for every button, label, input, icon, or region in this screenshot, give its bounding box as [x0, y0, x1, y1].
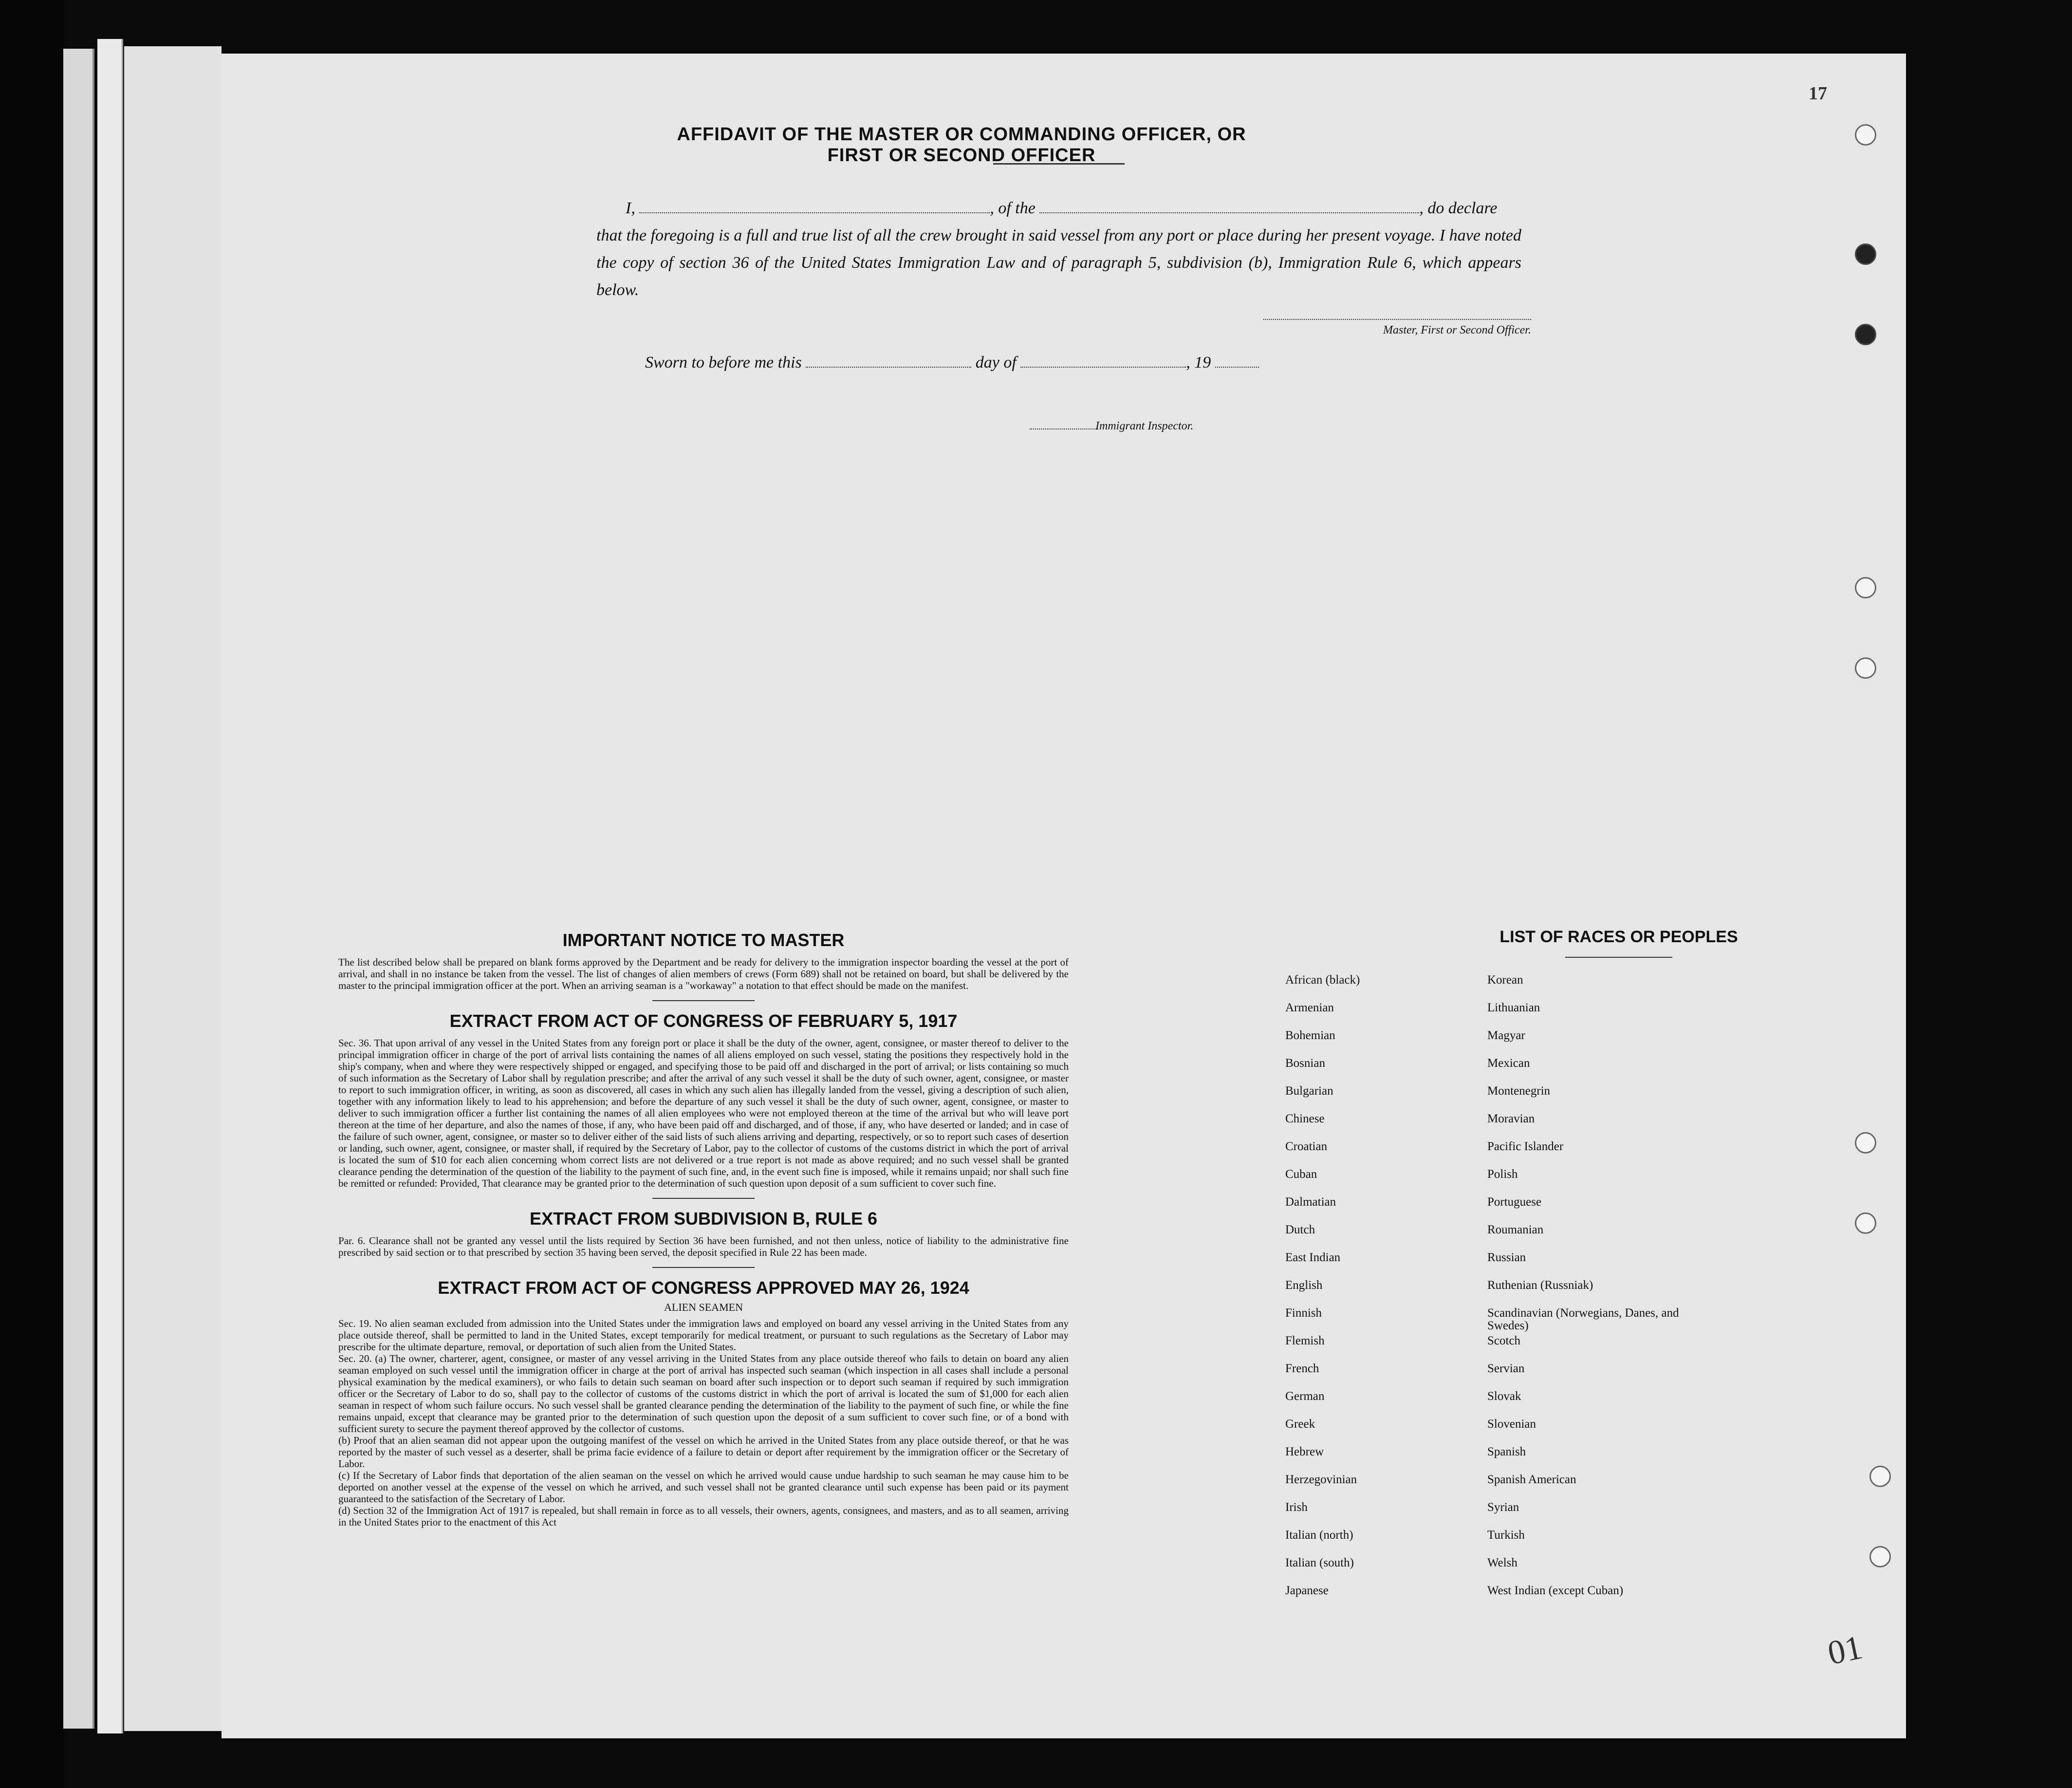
punch-hole-icon — [1855, 577, 1876, 598]
legal-notices — [338, 930, 1069, 1528]
race-item: Dutch — [1285, 1223, 1315, 1236]
race-item: Herzegovinian — [1285, 1473, 1357, 1486]
race-item: Spanish — [1487, 1445, 1526, 1458]
extract-1924-sec20a: Sec. 20. (a) The owner, charterer, agent, consignee, or master of any vessel arriving in the United States from any place outside thereof who fails to detain on board any alien seaman employed on such vessel until the immigration officer in charge at the port of arrival has inspected such seaman (which inspection in all cases shall include a personal physical examination by the medical examiners), or who fails to detain such seaman on board after such inspection or to deport such seaman if required by such immigration officer or the Secretary of Labor to do so, shall pay to the collector of customs of the customs district in which the port of arrival is located the sum of $1,000 for each alien seaman in respect of whom such failure occurs. No such vessel shall be granted clearance pending the determination of the liability to the payment of such fine, or while the fine remains unpaid, except that clearance may be granted prior to the determination of such question upon the deposit of a sum sufficient to cover such fine, or of a bond with sufficient surety to secure the payment thereof approved by the collector of customs. — [338, 1353, 1069, 1434]
page-edge — [97, 39, 123, 1733]
extract-1924-subtitle: ALIEN SEAMEN — [664, 1301, 743, 1313]
punch-hole-icon — [1855, 1132, 1876, 1154]
race-item: Irish — [1285, 1501, 1308, 1514]
race-item: Turkish — [1487, 1528, 1525, 1542]
race-item: Welsh — [1487, 1556, 1517, 1569]
page-number-mark: 17 — [1809, 83, 1827, 104]
races-right-column — [1487, 974, 1721, 1612]
sworn-year-field[interactable] — [1215, 354, 1259, 368]
race-item: German — [1285, 1390, 1325, 1403]
race-item: Cuban — [1285, 1168, 1317, 1181]
affidavit-body — [596, 195, 1521, 304]
race-item: French — [1285, 1362, 1319, 1375]
punch-hole-icon — [1855, 124, 1876, 146]
race-item: Finnish — [1285, 1306, 1322, 1320]
race-item: Magyar — [1487, 1029, 1525, 1042]
section-rule — [652, 1198, 755, 1199]
handwritten-mark: 01 — [1824, 1628, 1866, 1673]
sworn-statement: Sworn to before me this day of , 19 — [645, 351, 1424, 375]
race-item: Flemish — [1285, 1334, 1325, 1347]
extract-1917-text: Sec. 36. That upon arrival of any vessel in the United States from any foreign port or place it shall be the duty of the owner, agent, consignee, or master thereof to deliver to the principal immigration officer in charge of the port of arrival lists containing the names of all aliens employed on such vessel, stating the positions they respectively hold in the ship's company, when and where they were respectively shipped or engaged, and specifying those to be paid off and discharged in the port of arrival; or lists containing so much of such information as the Secretary of Labor shall by regulation prescribe; and after the arrival of any such vessel it shall be the duty of such owner, agent, consignee, or master to report to such immigration officer, in writing, as soon as discovered, all cases in which any such alien has illegally landed from the vessel, giving a description of such alien, together with any information likely to lead to his apprehension; and before the departure of any such vessel it shall be the duty of such owner, agent, consignee, or master to deliver to such immigration officer a further list containing the names of all alien employees who were not employed thereon at the time of the arrival but who will leave port thereon at the time of her departure, and also the names of those, if any, who have been paid off and discharged, and of those, if any, who have deserted or landed; and in case of the failure of such owner, agent, consignee, or master so to deliver either of the said lists of such aliens arriving and departing, respectively, or so to report such cases of desertion or landing, such owner, agent, consignee, or master shall, if required by the Secretary of Labor, pay to the collector of customs of the customs district in which the port of arrival is located the sum of $10 for each alien concerning whom correct lists are not delivered or a true report is not made as above required; and no such vessel shall be granted clearance pending the determination of the question of the liability to the payment of such fine, and, in the event such fine is imposed, while it remains unpaid; nor shall such fine be remitted or refunded: Provided, That clearance may be granted prior to the determination of such question upon deposit of a sum sufficient to cover such fine. — [338, 1037, 1069, 1189]
race-item: Syrian — [1487, 1501, 1519, 1514]
punch-hole-icon — [1855, 657, 1876, 679]
race-item: Japanese — [1285, 1584, 1329, 1597]
race-item: Chinese — [1285, 1112, 1325, 1125]
race-item: English — [1285, 1279, 1323, 1292]
race-item: Italian (north) — [1285, 1528, 1353, 1542]
extract-rule6-title: EXTRACT FROM SUBDIVISION B, RULE 6 — [529, 1209, 878, 1229]
extract-1917-title: EXTRACT FROM ACT OF CONGRESS OF FEBRUARY 5, 1917 — [449, 1011, 958, 1031]
race-item: Armenian — [1285, 1001, 1334, 1014]
officer-name-field[interactable] — [639, 200, 990, 213]
race-item: Croatian — [1285, 1140, 1328, 1153]
race-item: Spanish American — [1487, 1473, 1576, 1486]
race-item: Hebrew — [1285, 1445, 1324, 1458]
title-rule — [993, 163, 1125, 165]
vessel-name-field[interactable] — [1039, 200, 1419, 213]
race-item: Mexican — [1487, 1057, 1530, 1070]
race-item: Ruthenian (Russniak) — [1487, 1279, 1593, 1292]
race-item: Russian — [1487, 1251, 1526, 1264]
race-item: Polish — [1487, 1168, 1518, 1181]
book-binding — [0, 0, 63, 1788]
race-item: Moravian — [1487, 1112, 1535, 1125]
extract-1924-sec20d: (d) Section 32 of the Immigration Act of 1917 is repealed, but shall remain in force as to all vessels, their owners, agents, consignees, and masters, and as to all seamen, arriving in the United States prior to the enactment of this Act — [338, 1505, 1069, 1528]
race-item: Dalmatian — [1285, 1195, 1336, 1209]
race-item: Lithuanian — [1487, 1001, 1540, 1014]
race-item: Roumanian — [1487, 1223, 1544, 1236]
race-item: Scotch — [1487, 1334, 1521, 1347]
extract-1924-sec19: Sec. 19. No alien seaman excluded from admission into the United States under the immigration laws and employed on board any vessel arriving in the United States from any place outside thereof, shall be permitted to land in the United States, except temporarily for medical treatment, or pursuant to such regulations as the Secretary of Labor may prescribe for the ultimate departure, removal, or deportation of such alien from the United States. — [338, 1318, 1069, 1353]
notice-text: The list described below shall be prepared on blank forms approved by the Department and be ready for delivery to the immigration inspector boarding the vessel at the port of arrival, and shall in no instance be taken from the vessel. The list of changes of alien members of crews (Form 689) shall not be retained on board, but shall be delivered by the master to the principal immigration officer at the port. When an arriving seaman is a "workaway" a notation to that effect should be made on the manifest. — [338, 956, 1069, 991]
inspector-label: Immigrant Inspector. — [1095, 420, 1194, 432]
punch-hole-icon — [1869, 1546, 1891, 1567]
race-item: Italian (south) — [1285, 1556, 1354, 1569]
extract-1924-sec20c: (c) If the Secretary of Labor finds that deportation of the alien seaman on the vessel on which he arrived would cause undue hardship to such seaman he may cause him to be deported on another vessel at the expense of the vessel on which he arrived, and such vessel shall not be granted clearance until such expense has been paid or its payment guaranteed to the satisfaction of the Secretary of Labor. — [338, 1470, 1069, 1505]
affidavit-title: AFFIDAVIT OF THE MASTER OR COMMANDING OFFICER, OR FIRST OR SECOND OFFICER — [677, 124, 1246, 166]
page-edge — [63, 49, 94, 1729]
race-item: Scandinavian (Norwegians, Danes, and Swedes) — [1487, 1306, 1679, 1332]
signature-line[interactable] — [1263, 319, 1531, 320]
affidavit-first-line: I, , of the , do declare — [626, 199, 1498, 217]
race-item: Korean — [1487, 973, 1523, 987]
race-item: African (black) — [1285, 973, 1360, 987]
punch-hole-icon — [1855, 324, 1876, 345]
race-item: West Indian (except Cuban) — [1487, 1584, 1624, 1597]
races-left-column — [1285, 974, 1461, 1612]
race-item: Bulgarian — [1285, 1084, 1333, 1098]
signature-label: Master, First or Second Officer. — [1383, 324, 1531, 336]
races-title-rule — [1565, 957, 1672, 958]
race-item: Pacific Islander — [1487, 1140, 1564, 1153]
section-rule — [652, 1000, 755, 1001]
inspector-signature-line[interactable] — [1030, 428, 1098, 429]
race-item: Slovenian — [1487, 1417, 1536, 1431]
sworn-month-field[interactable] — [1020, 354, 1186, 368]
race-item: Bohemian — [1285, 1029, 1335, 1042]
punch-hole-icon — [1869, 1466, 1891, 1487]
extract-rule6-text: Par. 6. Clearance shall not be granted any vessel until the lists required by Section 36 have been furnished, and not then unless, notice of liability to the administrative fine prescribed by said section or to that prescribed by section 35 having been served, the deposit specified in Rule 22 has been made. — [338, 1235, 1069, 1258]
race-item: Slovak — [1487, 1390, 1521, 1403]
extract-1924-title: EXTRACT FROM ACT OF CONGRESS APPROVED MAY 26, 1924 — [438, 1278, 969, 1298]
affidavit-text: that the foregoing is a full and true list of all the crew brought in said vessel from any port or place during her present voyage. I have noted the copy of section 36 of the United States Immigration Law and of paragraph 5, subdivision (b), Immigration Rule 6, which appears below. — [596, 226, 1521, 299]
punch-hole-icon — [1855, 1212, 1876, 1234]
race-item: Greek — [1285, 1417, 1315, 1431]
section-rule — [652, 1267, 755, 1268]
sworn-day-field[interactable] — [806, 354, 971, 368]
race-item: Montenegrin — [1487, 1084, 1551, 1098]
notice-title: IMPORTANT NOTICE TO MASTER — [562, 930, 845, 950]
races-title: LIST OF RACES OR PEOPLES — [1499, 928, 1738, 946]
manifest-page — [222, 54, 1906, 1738]
extract-1924-sec20b: (b) Proof that an alien seaman did not appear upon the outgoing manifest of the vessel on which he arrived in the United States from any place outside thereof, or that he was reported by the master of such vessel as a deserter, shall be prima facie evidence of a failure to detain or deport after requirement by the immigration officer or the Secretary of Labor. — [338, 1434, 1069, 1470]
race-item: Servian — [1487, 1362, 1525, 1375]
race-item: Bosnian — [1285, 1057, 1325, 1070]
race-item: Portuguese — [1487, 1195, 1542, 1209]
page-edge — [124, 46, 222, 1731]
punch-hole-icon — [1855, 243, 1876, 265]
race-item: East Indian — [1285, 1251, 1341, 1264]
